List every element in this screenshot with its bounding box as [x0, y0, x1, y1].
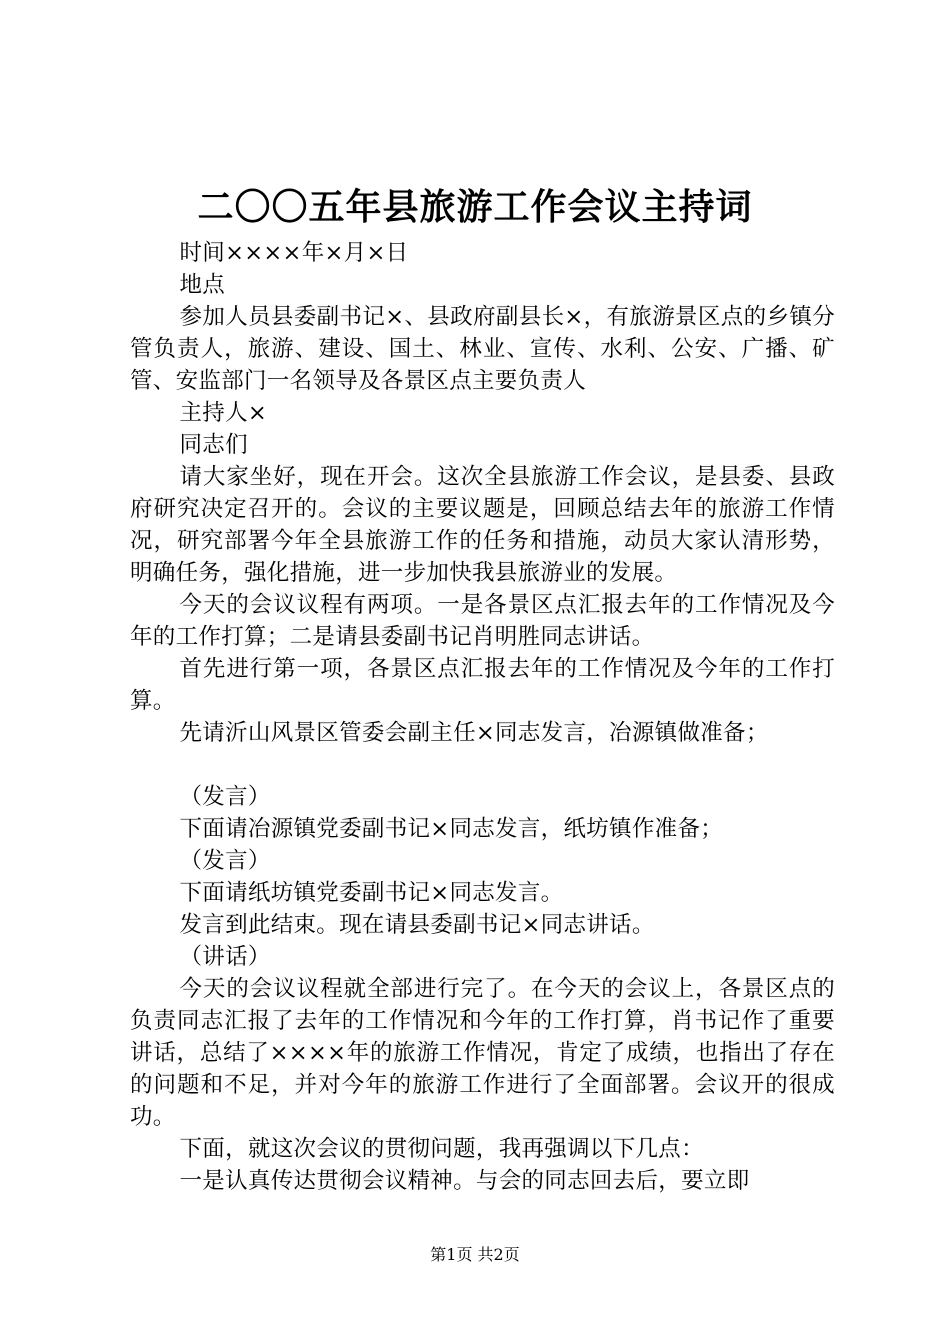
paragraph-speech-note-1: （发言） [179, 784, 271, 810]
paragraph-item-one: 首先进行第一项，各景区点汇报去年的工作情况及今年的工作打算。 [130, 656, 835, 714]
paragraph-third-speaker: 下面请纸坊镇党委副书记×同志发言。 [179, 880, 564, 906]
paragraph-talk-note: （讲话） [179, 944, 271, 970]
paragraph-point-one: 一是认真传达贯彻会议精神。与会的同志回去后，要立即 [179, 1168, 750, 1194]
blank-line [130, 749, 835, 781]
paragraph-host: 主持人× [179, 400, 268, 426]
paragraph-time: 时间××××年×月×日 [179, 240, 409, 266]
paragraph-second-speaker: 下面请冶源镇党委副书记×同志发言，纸坊镇作准备； [179, 816, 724, 842]
paragraph-speeches-end: 发言到此结束。现在请县委副书记×同志讲话。 [179, 912, 655, 938]
document-title: 二〇〇五年县旅游工作会议主持词 [197, 186, 753, 228]
paragraph-first-speaker: 先请沂山风景区管委会副主任×同志发言，冶源镇做准备； [179, 720, 769, 746]
page-number-footer: 第1页 共2页 [430, 1245, 520, 1264]
paragraph-emphasis-intro: 下面，就这次会议的贯彻问题，我再强调以下几点： [179, 1136, 704, 1162]
paragraph-attendees: 参加人员县委副书记×、县政府副县长×，有旅游景区点的乡镇分管负责人，旅游、建设、国土、林业、宣传、水利、公安、广播、矿管、安监部门一名领导及各景区点主要负责人 [130, 304, 835, 394]
paragraph-speech-note-2: （发言） [179, 848, 271, 874]
paragraph-opening: 请大家坐好，现在开会。这次全县旅游工作会议，是县委、县政府研究决定召开的。会议的主要议题是，回顾总结去年的旅游工作情况，研究部署今年全县旅游工作的任务和措施，动员大家认清形势，明确任务，强化措施，进一步加快我县旅游业的发展。 [130, 464, 835, 586]
paragraph-summary: 今天的会议议程就全部进行完了。在今天的会议上，各景区点的负责同志汇报了去年的工作情况和今年的工作打算，肖书记作了重要讲话，总结了××××年的旅游工作情况，肯定了成绩，也指出了存在的问题和不足，并对今年的旅游工作进行了全面部署。会议开的很成功。 [130, 976, 835, 1130]
paragraph-agenda: 今天的会议议程有两项。一是各景区点汇报去年的工作情况及今年的工作打算；二是请县委副书记肖明胜同志讲话。 [130, 592, 835, 650]
document-body [130, 237, 835, 1197]
paragraph-greeting: 同志们 [179, 432, 248, 458]
paragraph-location: 地点 [179, 272, 226, 298]
